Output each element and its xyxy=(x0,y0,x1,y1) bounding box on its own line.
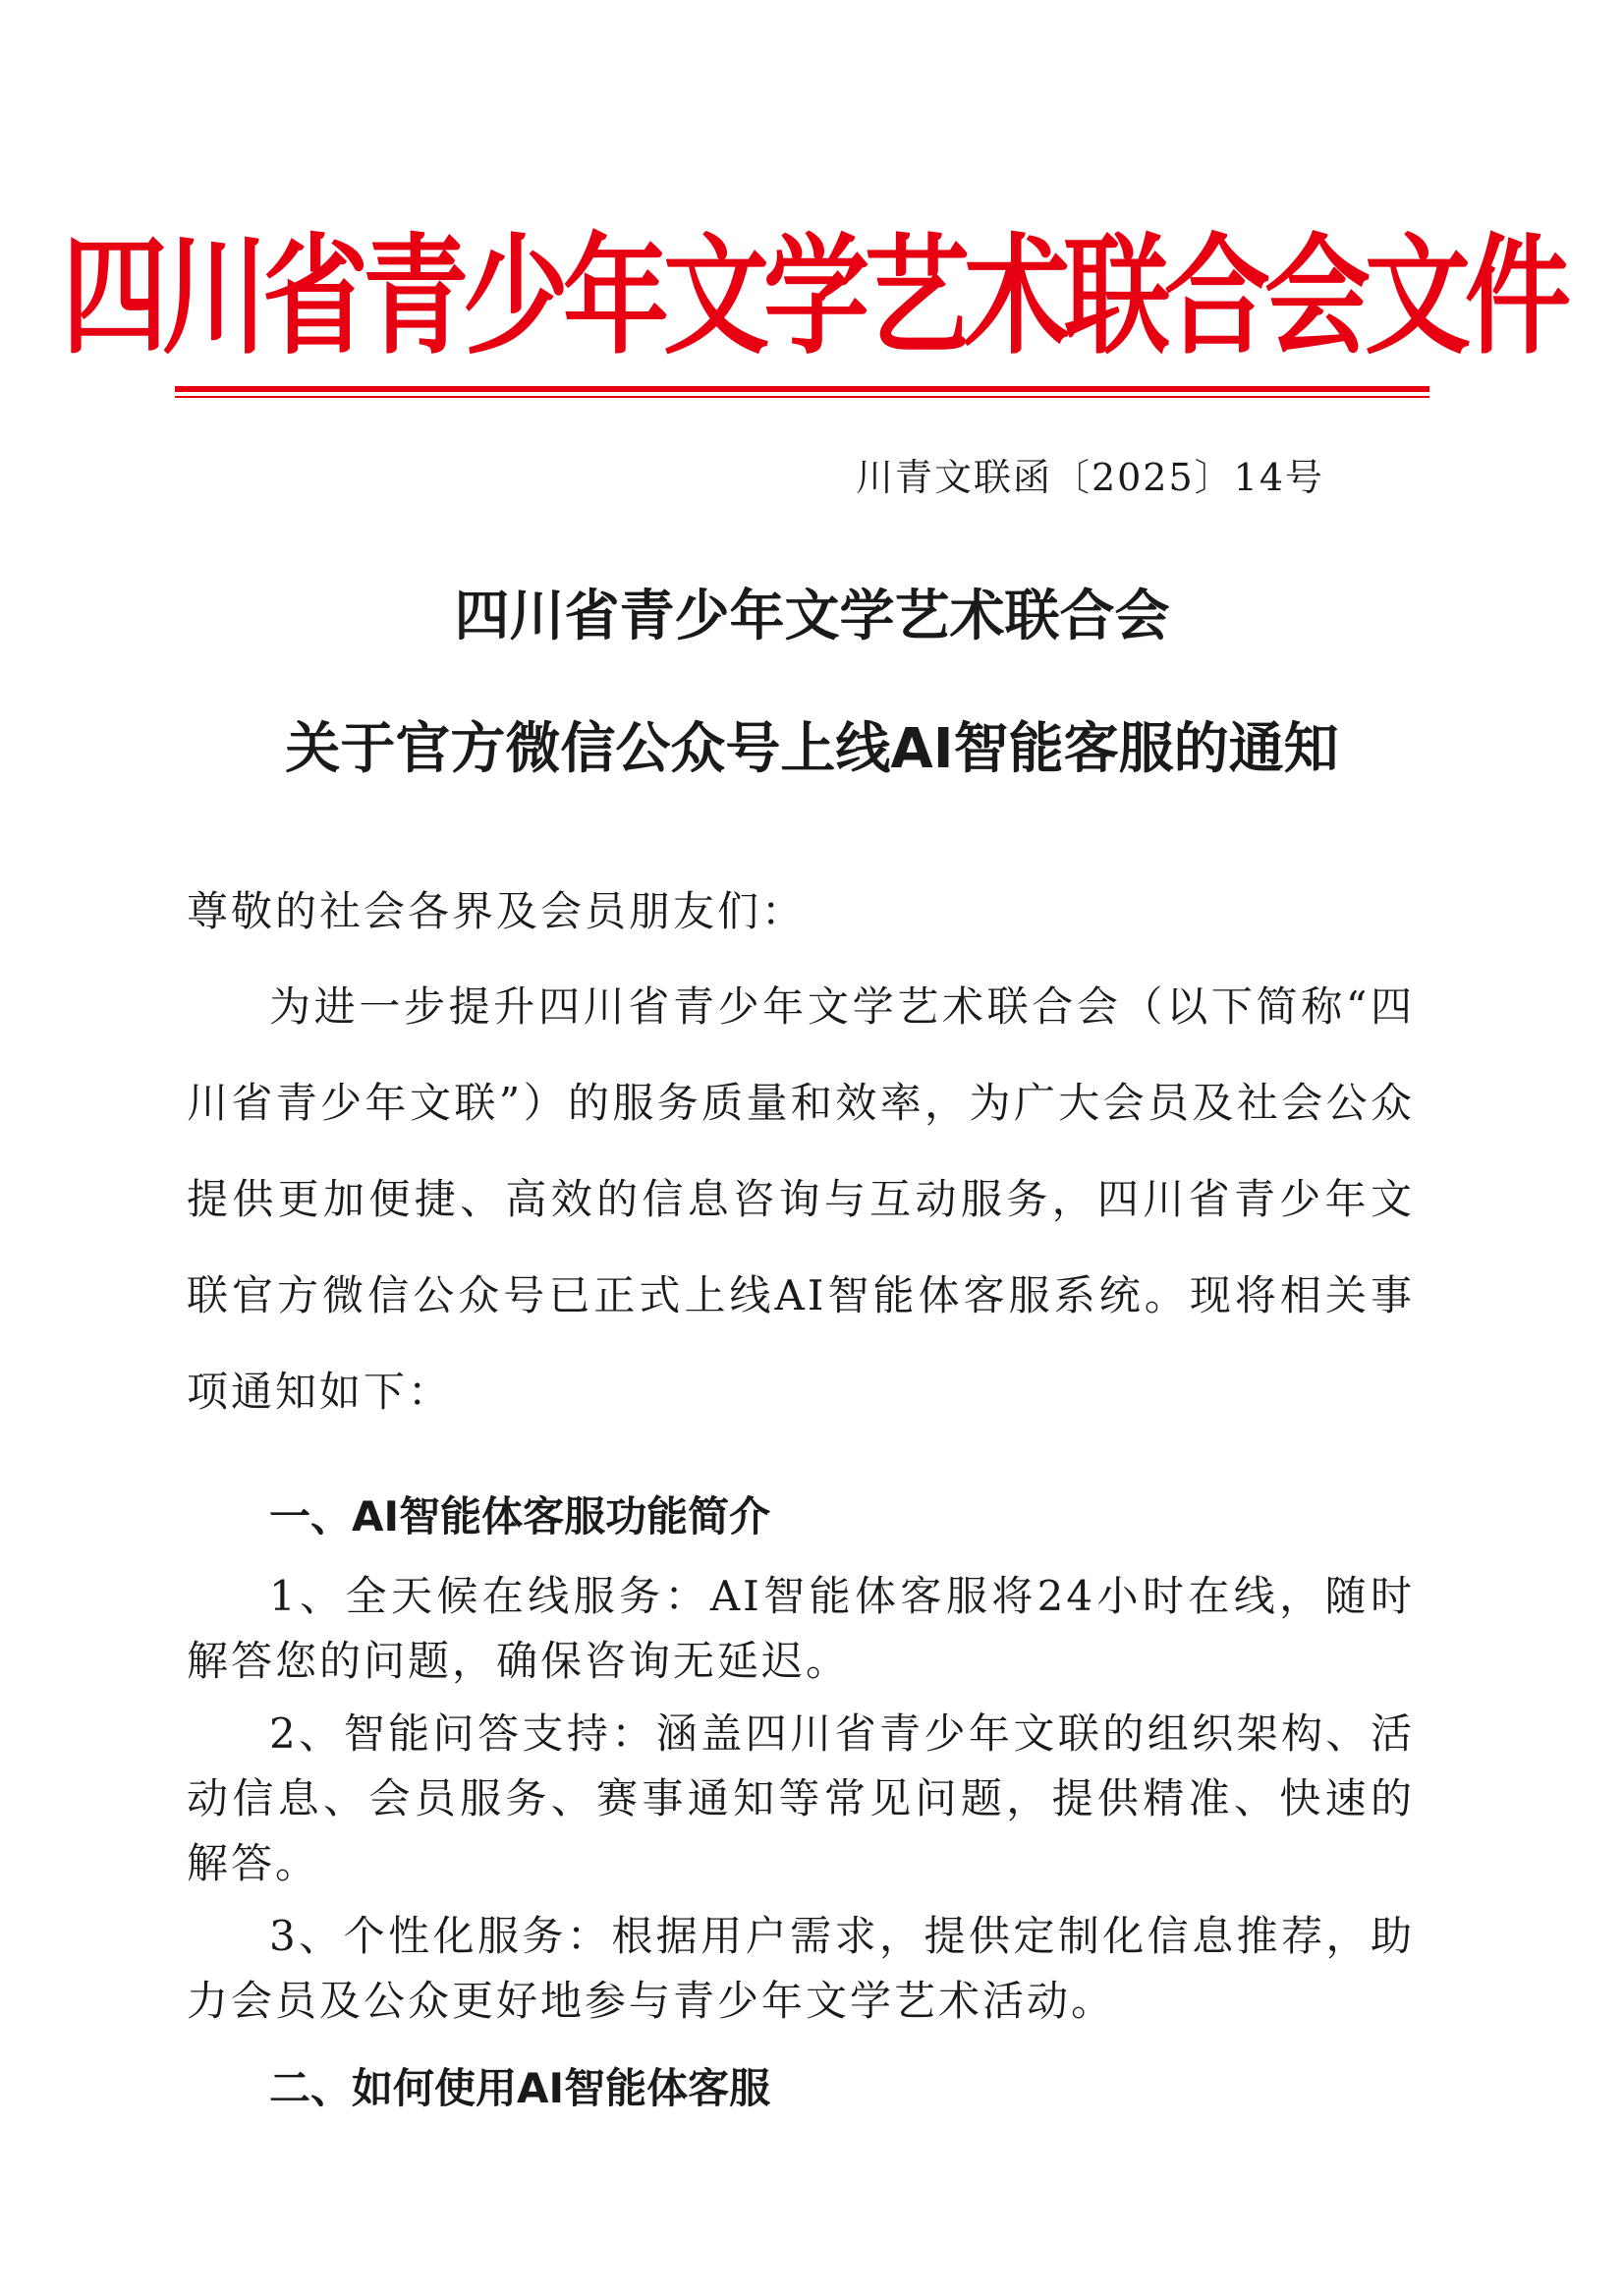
notice-title-line-1: 四川省青少年文学艺术联合会 xyxy=(454,585,1170,648)
salutation: 尊敬的社会各界及会员朋友们： xyxy=(187,887,807,935)
red-rule-thin xyxy=(175,396,1429,398)
notice-title-line-2: 关于官方微信公众号上线AI智能客服的通知 xyxy=(285,717,1339,781)
list-item: 3、个性化服务：根据用户需求，提供定制化信息推荐，助力会员及公众更好地参与青少年文学艺术活动。 xyxy=(187,1912,1415,2025)
red-rule-thick xyxy=(175,386,1429,392)
list-item: 2、智能问答支持：涵盖四川省青少年文联的组织架构、活动信息、会员服务、赛事通知等常见问题，提供精准、快速的解答。 xyxy=(187,1709,1415,1887)
section-heading-1: 一、AI智能体客服功能简介 xyxy=(269,1492,771,1540)
intro-paragraph: 为进一步提升四川省青少年文学艺术联合会（以下简称“四川省青少年文联”）的服务质量和效率，为广大会员及社会公众提供更加便捷、高效的信息咨询与互动服务，四川省青少年文联官方微信公众号已正式上线AI智能体客服系统。现将相关事项通知如下： xyxy=(187,982,1415,1416)
document-number: 川青文联函〔2025〕14号 xyxy=(855,456,1324,499)
masthead-title: 四川省青少年文学艺术联合会文件 xyxy=(62,221,1566,372)
list-item: 1、全天候在线服务：AI智能体客服将24小时在线，随时解答您的问题，确保咨询无延迟。 xyxy=(187,1572,1415,1685)
notice-body xyxy=(187,865,1415,2136)
section-heading-2: 二、如何使用AI智能体客服 xyxy=(269,2064,771,2112)
